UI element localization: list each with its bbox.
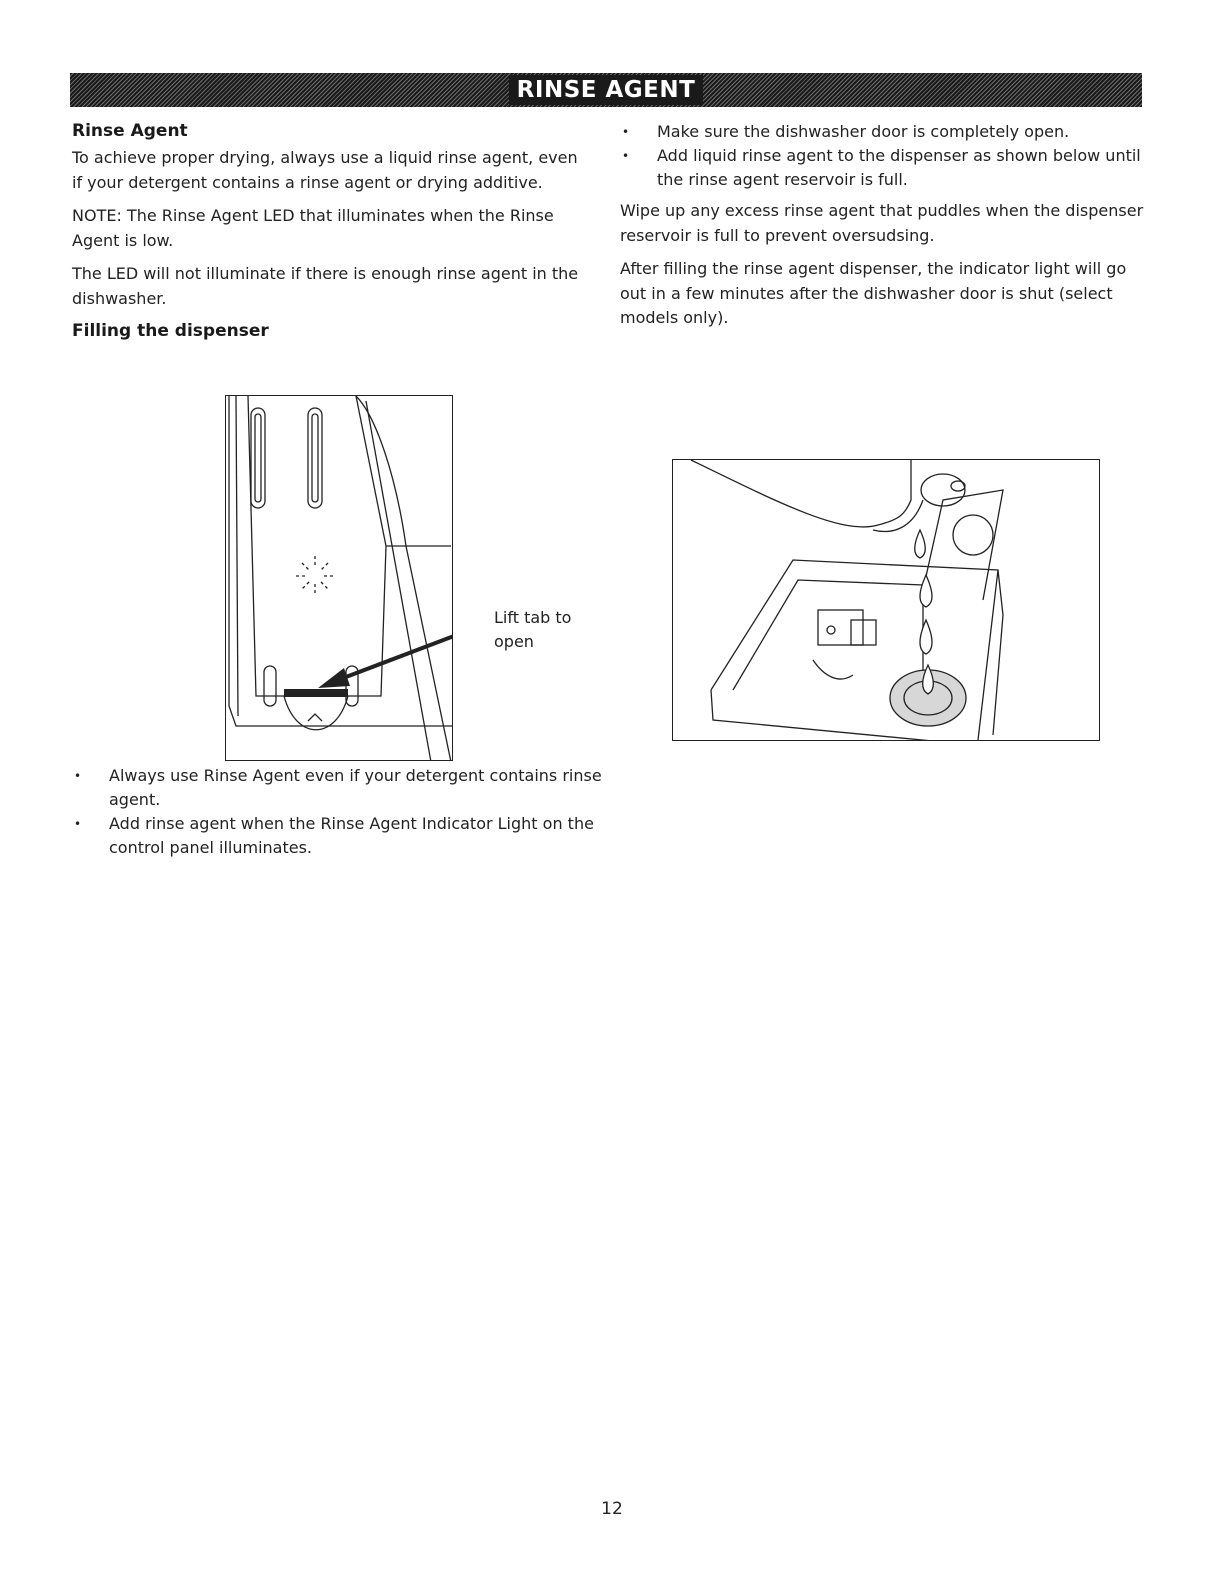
- wipe-paragraph: Wipe up any excess rinse agent that puddles when the dispenser reservoir is full to prevent oversudsing.: [620, 201, 1144, 245]
- intro-paragraph: To achieve proper drying, always use a liquid rinse agent, even if your detergent contains a rinse agent or drying additive.: [72, 148, 578, 192]
- indicator-paragraph: After filling the rinse agent dispenser, the indicator light will go out in a few minutes after the dishwasher door is shut (select models only).: [620, 259, 1127, 327]
- banner-title: RINSE AGENT: [509, 75, 704, 105]
- list-item: • Make sure the dishwasher door is completely open.: [620, 120, 1150, 144]
- rinse-agent-heading: Rinse Agent: [72, 121, 188, 141]
- list-item: • Add rinse agent when the Rinse Agent Indicator Light on the control panel illuminates.: [72, 812, 602, 860]
- right-column: [620, 120, 1150, 340]
- list-item: • Add liquid rinse agent to the dispenser as shown below until the rinse agent reservoir is full.: [620, 144, 1150, 192]
- drop-icon: [915, 530, 926, 558]
- list-item: • Always use Rinse Agent even if your detergent contains rinse agent.: [72, 764, 602, 812]
- left-column: [72, 120, 592, 346]
- dispenser-lid-figure: [225, 395, 453, 761]
- led-paragraph: The LED will not illuminate if there is enough rinse agent in the dishwasher.: [72, 264, 579, 308]
- lift-tab-label: Lift tab to open: [494, 608, 572, 651]
- instruction-list: [620, 120, 1150, 192]
- pouring-illustration: [673, 460, 1100, 741]
- filling-dispenser-heading: Filling the dispenser: [72, 321, 269, 341]
- bottom-bullet-section: [72, 764, 602, 860]
- usage-list: [72, 764, 602, 860]
- dispenser-lid-illustration: [226, 396, 453, 761]
- pouring-rinse-agent-figure: [672, 459, 1100, 741]
- lift-arrow-icon: [318, 636, 453, 688]
- section-banner: [70, 73, 1142, 107]
- note-paragraph: NOTE: The Rinse Agent LED that illuminates when the Rinse Agent is low.: [72, 206, 554, 250]
- page-number: 12: [601, 1499, 623, 1519]
